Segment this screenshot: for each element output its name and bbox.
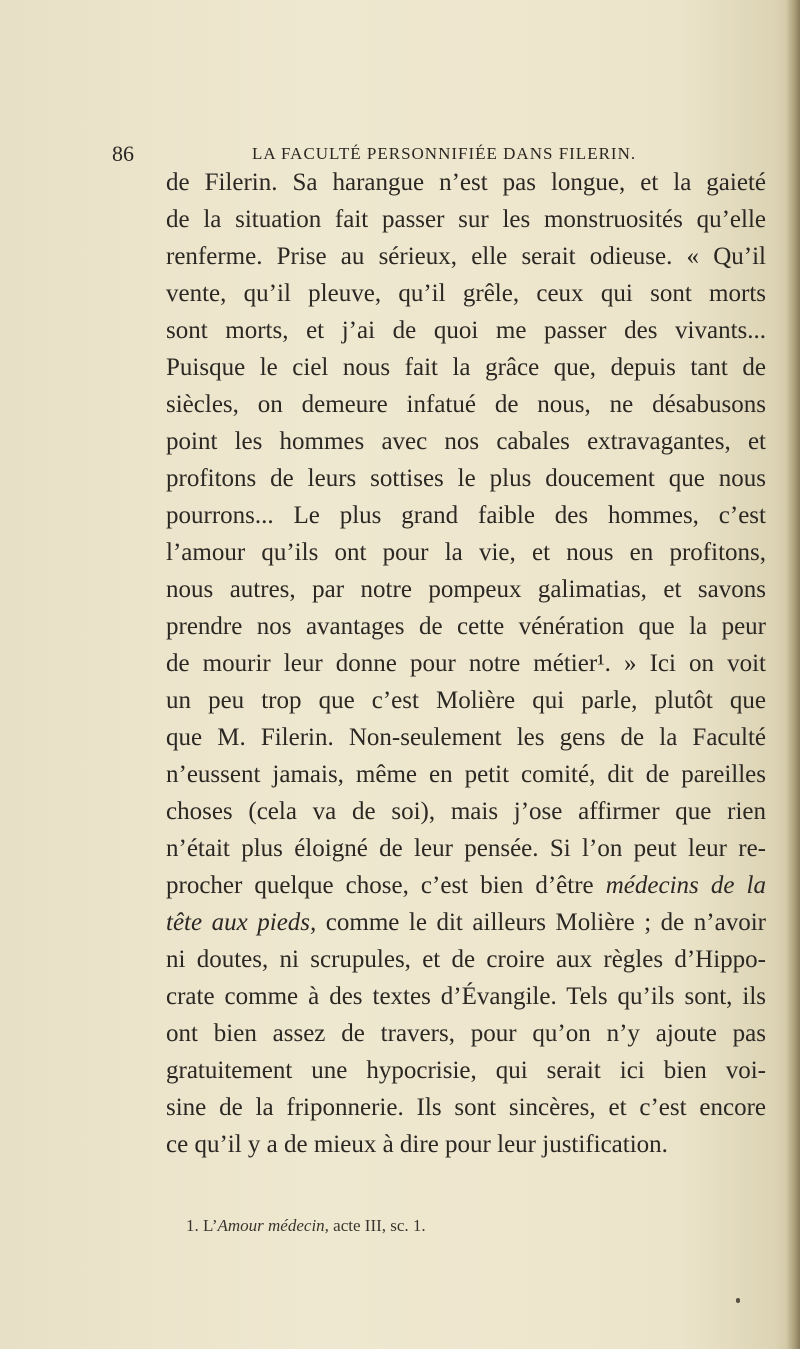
text-line: vente, qu’il pleuve, qu’il grêle, ceux qui sont morts: [166, 280, 766, 307]
text-line: choses (cela va de soi), mais j’ose affirmer que rien: [166, 798, 766, 825]
text-line: que M. Filerin. Non-seulement les gens de la Faculté: [166, 724, 766, 751]
footnote-marker: 1. L’: [186, 1216, 218, 1235]
text-line: prendre nos avantages de cette vénération que la peur: [166, 613, 766, 640]
footnote-title: Amour médecin,: [217, 1216, 329, 1235]
text-line: n’était plus éloigné de leur pensée. Si l’on peut leur re-: [166, 835, 766, 862]
running-title: LA FACULTÉ PERSONNIFIÉE DANS FILERIN.: [252, 144, 637, 163]
text-line: de mourir leur donne pour notre métier¹. » Ici on voit: [166, 650, 766, 677]
text-line: renferme. Prise au sérieux, elle serait odieuse. « Qu’il: [166, 243, 766, 270]
text-segment: procher quelque chose, c’est bien d’être: [166, 872, 594, 899]
footnote: [186, 1216, 426, 1236]
text-line: nous autres, par notre pompeux galimatias, et savons: [166, 576, 766, 603]
text-line: l’amour qu’ils ont pour la vie, et nous en profitons,: [166, 539, 766, 566]
text-line: de Filerin. Sa harangue n’est pas longue, et la gaieté: [166, 169, 766, 196]
footnote-reference: acte III, sc. 1.: [328, 1216, 426, 1235]
text-line: sine de la friponnerie. Ils sont sincères, et c’est encore: [166, 1094, 766, 1121]
text-line: un peu trop que c’est Molière qui parle, plutôt que: [166, 687, 766, 714]
text-line: Puisque le ciel nous fait la grâce que, depuis tant de: [166, 354, 766, 381]
ink-speck: [736, 1298, 740, 1303]
text-line: sont morts, et j’ai de quoi me passer des vivants...: [166, 317, 766, 344]
italic-phrase: tête aux pieds,: [166, 909, 317, 936]
italic-phrase: médecins de la: [605, 872, 766, 899]
text-line: profitons de leurs sottises le plus doucement que nous: [166, 465, 766, 492]
text-line: de la situation fait passer sur les monstruosités qu’elle: [166, 206, 766, 233]
page-number: 86: [112, 141, 134, 166]
text-line: pourrons... Le plus grand faible des hommes, c’est: [166, 502, 766, 529]
text-segment: comme le dit ailleurs Molière ; de n’avoir: [325, 909, 766, 936]
text-line-mixed: [166, 871, 766, 901]
text-line: point les hommes avec nos cabales extravagantes, et: [166, 428, 766, 455]
text-line: ce qu’il y a de mieux à dire pour leur justification.: [166, 1131, 668, 1158]
text-line: crate comme à des textes d’Évangile. Tels qu’ils sont, ils: [166, 983, 766, 1010]
text-line-mixed: [166, 908, 766, 938]
text-line: ont bien assez de travers, pour qu’on n’y ajoute pas: [166, 1020, 766, 1047]
text-line: ni doutes, ni scrupules, et de croire aux règles d’Hippo-: [166, 946, 766, 973]
text-line: n’eussent jamais, même en petit comité, dit de pareilles: [166, 761, 766, 788]
text-line: gratuitement une hypocrisie, qui serait ici bien voi-: [166, 1057, 766, 1084]
page-edge-shadow: [786, 0, 800, 1349]
text-line: siècles, on demeure infatué de nous, ne désabusons: [166, 391, 766, 418]
